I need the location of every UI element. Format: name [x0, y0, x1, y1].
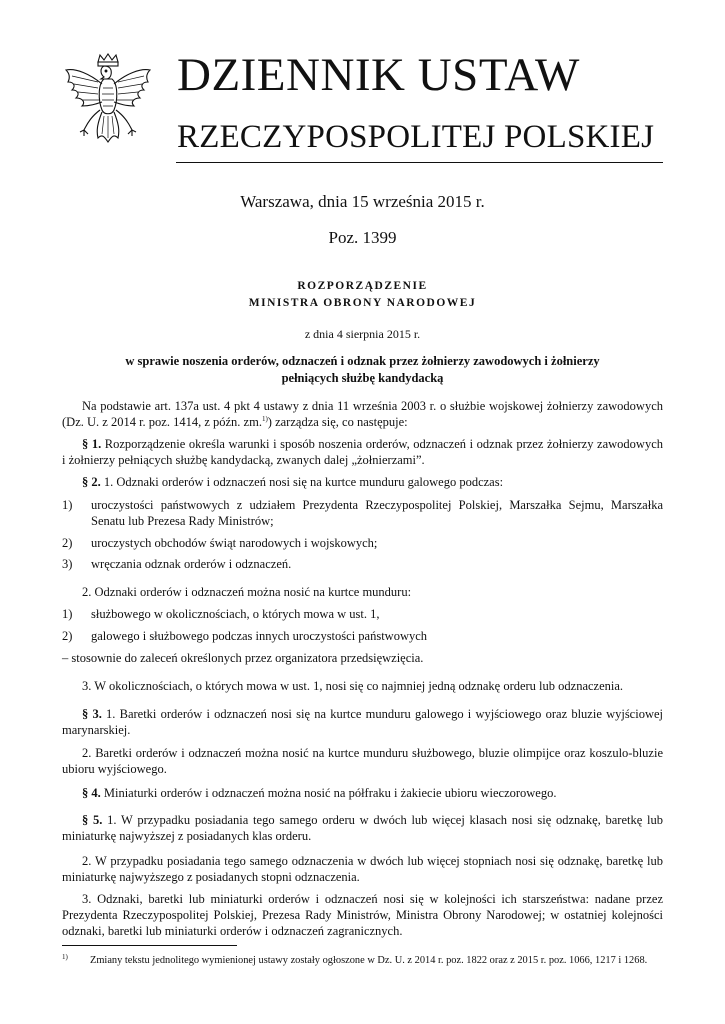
journal-subtitle: RZECZYPOSPOLITEJ POLSKIEJ: [177, 119, 655, 155]
section-5-paragraph-3: 3. Odznaki, baretki lub miniaturki orderów i odznaczeń nosi się w kolejności ich starszeństwa: nadane przez Prezydenta Rzeczypospolitej Polskiej, Prezesa Rady Ministrów, Ministra Obrony Narodowej; w ostatniej kolejności odznaki, baretki lub miniaturki orderów i odznaczeń zagranicznych.: [62, 892, 663, 938]
section-3-paragraph-2: 2. Baretki orderów i odznaczeń można nosić na kurtce munduru służbowego, bluzie olimpijce oraz koszulo-bluzie ubioru wyjściowego.: [62, 746, 663, 776]
act-author: MINISTRA OBRONY NARODOWEJ: [248, 297, 477, 309]
footnote-ref: 1): [261, 414, 268, 423]
act-subject-line1: w sprawie noszenia orderów, odznaczeń i odznak przez żołnierzy zawodowych i żołnierzy: [125, 354, 600, 368]
section-2-paragraph-3: 3. W okolicznościach, o których mowa w ust. 1, nosi się co najmniej jedną odznakę orderu lub odznaczenia.: [82, 679, 624, 693]
position-number: Poz. 1399: [328, 228, 397, 247]
header-rule: [176, 162, 663, 163]
footnote-text: Zmiany tekstu jednolitego wymienionej ustawy zostały ogłoszone w Dz. U. z 2014 r. poz. 1822 oraz z 2015 r. poz. 1066, 1217 i 1268.: [90, 955, 648, 966]
section-mark: § 5.: [82, 813, 103, 827]
footnote-mark: 1): [62, 953, 68, 961]
list-number: 1): [62, 498, 73, 512]
publication-date: Warszawa, dnia 15 września 2015 r.: [240, 192, 485, 211]
section-2-paragraph-2: 2. Odznaki orderów i odznaczeń można nosić na kurtce munduru:: [82, 585, 412, 599]
section-2-paragraph-1: [62, 474, 663, 490]
list-item: galowego i służbowego podczas innych uroczystości państwowych: [91, 629, 428, 643]
section-5-paragraph-2: 2. W przypadku posiadania tego samego odznaczenia w dwóch lub więcej stopniach nosi się odznakę, baretkę lub miniaturkę najwyższego z posiadanych stopni odznaczenia.: [62, 854, 663, 884]
footnote-rule: [62, 945, 237, 946]
list-number: 3): [62, 557, 73, 571]
list-item: uroczystych obchodów świąt narodowych i wojskowych;: [91, 536, 378, 550]
section-mark: § 1.: [82, 437, 102, 451]
paragraph-text: 1. Baretki orderów i odznaczeń nosi się na kurtce munduru galowego i wyjściowego oraz bluzie wyjściowej marynarskiej.: [62, 707, 663, 737]
section-5-paragraph-1: [62, 812, 663, 844]
section-3-paragraph-1: [62, 706, 663, 738]
list-tail: – stosownie do zaleceń określonych przez organizatora przedsięwzięcia.: [62, 651, 424, 665]
section-4: [62, 785, 663, 801]
section-1: [62, 436, 663, 468]
section-mark: § 2.: [82, 475, 101, 489]
section-text: Rozporządzenie określa warunki i sposób noszenia orderów, odznaczeń i odznak przez żołnierzy zawodowych i żołnierzy pełniących służbę kandydacką, zwanych dalej „żołnierzami”.: [62, 437, 663, 467]
paragraph-text: 1. Odznaki orderów i odznaczeń nosi się na kurtce munduru galowego podczas:: [103, 475, 504, 489]
list-item: uroczystości państwowych z udziałem Prezydenta Rzeczypospolitej Polskiej, Marszałka Sejmu, Marszałka Senatu lub Prezesa Rady Ministrów;: [91, 498, 663, 528]
act-subject-line2: pełniących służbę kandydacką: [281, 371, 444, 385]
act-type: ROZPORZĄDZENIE: [297, 280, 428, 292]
section-text: Miniaturki orderów i odznaczeń można nosić na półfraku i żakiecie ubioru wieczorowego.: [103, 786, 557, 800]
preamble: [62, 398, 663, 430]
journal-title: DZIENNIK USTAW: [177, 49, 580, 101]
list-number: 1): [62, 607, 73, 621]
paragraph-text: 1. W przypadku posiadania tego samego orderu w dwóch lub więcej klasach nosi się odznakę, baretkę lub miniaturkę najwyższej z posiadanych klas orderu.: [62, 813, 664, 843]
section-mark: § 4.: [82, 786, 101, 800]
polish-eagle-emblem: [60, 52, 156, 164]
list-number: 2): [62, 536, 73, 550]
section-mark: § 3.: [82, 707, 102, 721]
preamble-text: Na podstawie art. 137a ust. 4 pkt 4 ustawy z dnia 11 września 2003 r. o służbie wojskowej żołnierzy zawodowych (Dz. U. z 2014 r. poz. 1414, z późn. zm.: [62, 399, 663, 429]
act-date: z dnia 4 sierpnia 2015 r.: [304, 327, 421, 341]
list-item: wręczania odznak orderów i odznaczeń.: [91, 557, 292, 571]
list-number: 2): [62, 629, 73, 643]
preamble-text-end: ) zarządza się, co następuje:: [267, 415, 408, 429]
list-item: służbowego w okolicznościach, o których mowa w ust. 1,: [91, 607, 380, 621]
